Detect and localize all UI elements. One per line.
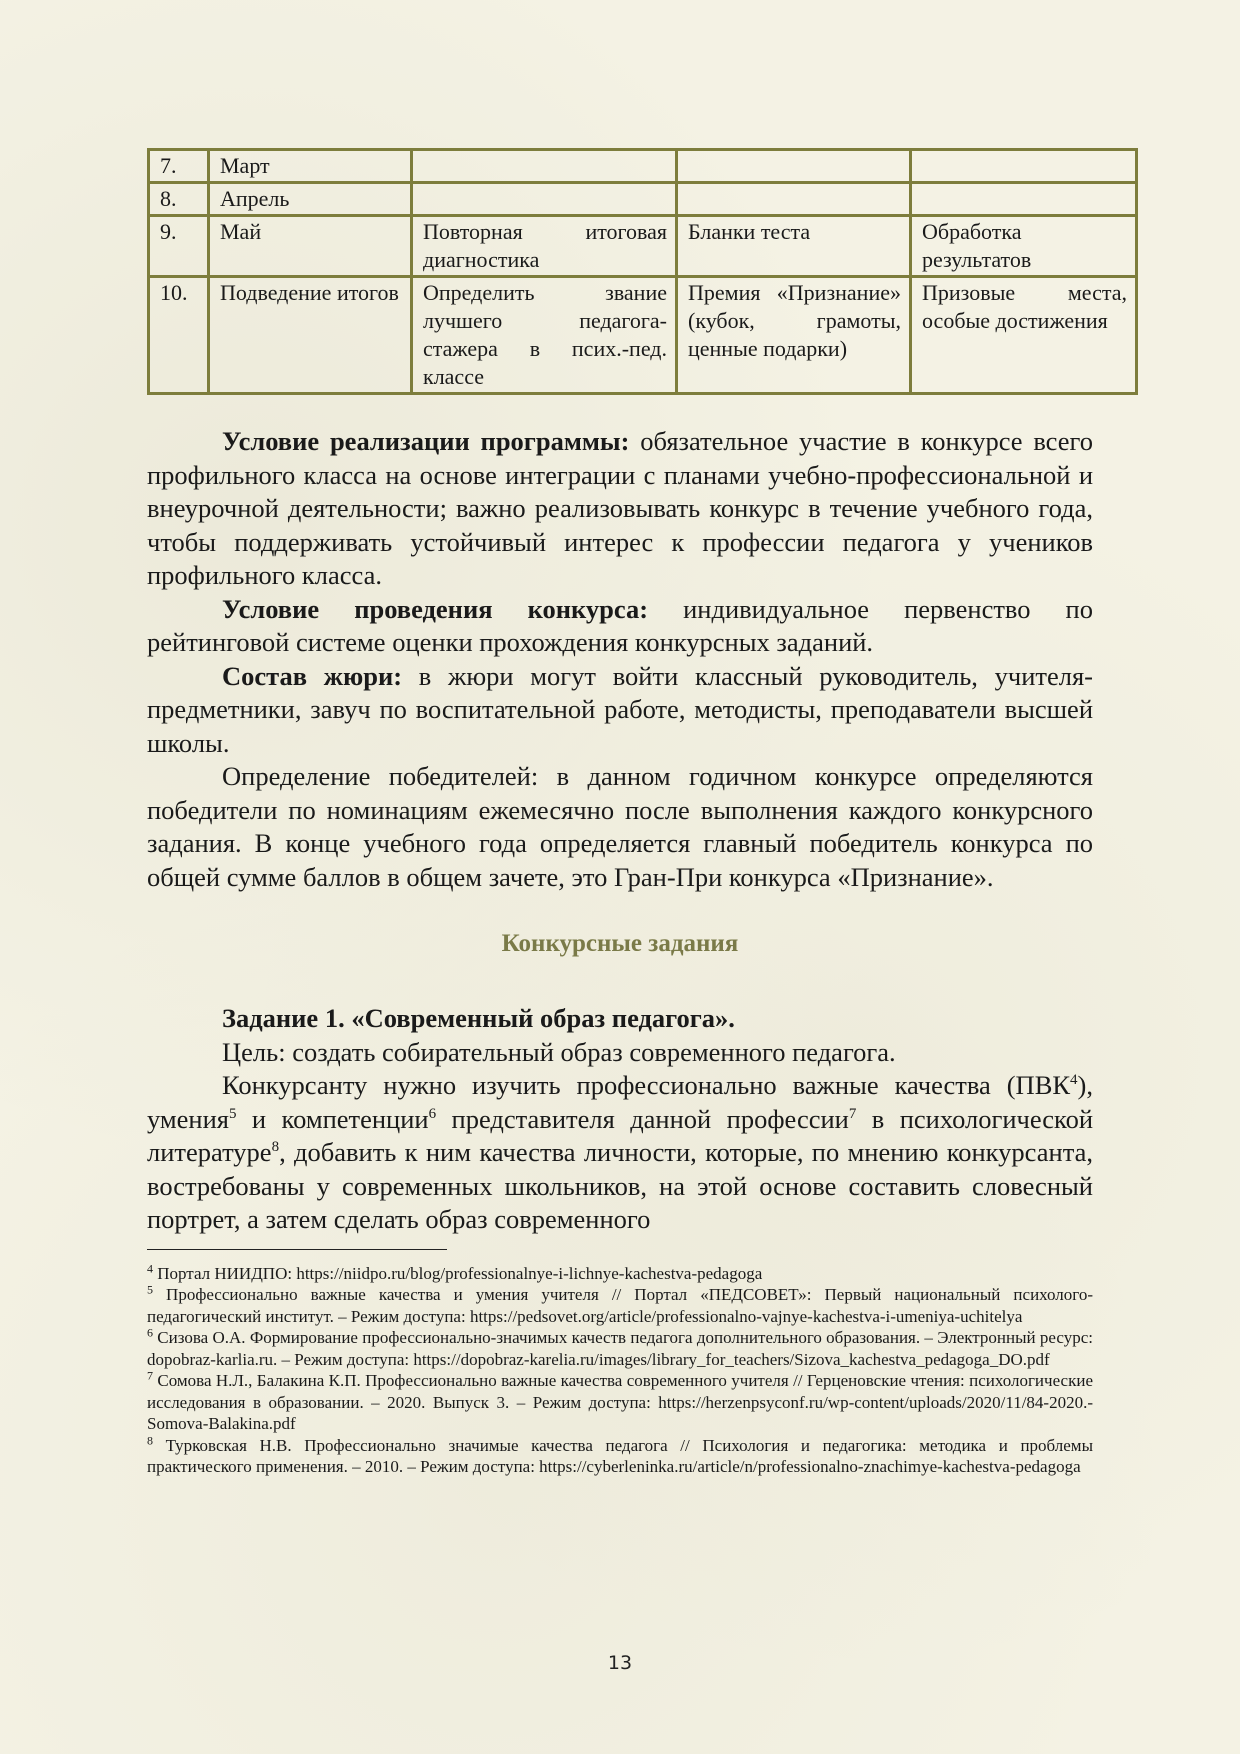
paragraph-heading: Условие проведения конкурса: — [222, 593, 649, 624]
paragraph-heading: Состав жюри: — [222, 660, 403, 691]
task-goal: Цель: создать собирательный образ современного педагога. — [222, 1036, 896, 1067]
table-cell — [677, 183, 911, 216]
table-cell: Бланки теста — [677, 216, 911, 277]
table-cell — [412, 183, 677, 216]
paragraph-text: обязательное участие в конкурсе всего профильного класса на основе интеграции с планами учебно-профессиональной и внеурочной деятельности; важно реализовывать конкурс в течение учебного года, чтобы поддерживать устойчивый интерес к профессии педагога у учеников профильного класса. — [147, 426, 1093, 590]
table-cell — [412, 150, 677, 183]
table-cell — [911, 183, 1137, 216]
footnote-text: Профессионально важные качества и умения учителя // Портал «ПЕДСОВЕТ»: Первый национальный психолого-педагогический институт. – Режим доступа: https://pedsovet.org/article/professionalno-vajnye-kachestva-i-umeniya-uchitelya — [147, 1285, 1093, 1326]
paragraph-text: индивидуальное первенство по рейтинговой системе оценки прохождения конкурсных заданий. — [147, 593, 1093, 657]
table-cell: Апрель — [209, 183, 412, 216]
table-row — [149, 216, 1137, 277]
table-row — [149, 150, 1137, 183]
footnote — [147, 1327, 1093, 1370]
table-cell: Обработка результатов — [911, 216, 1137, 277]
paragraph-jury — [147, 660, 1093, 761]
table-cell: 7. — [149, 150, 209, 183]
footnote-ref[interactable]: 7 — [848, 1105, 857, 1122]
section-title: Конкурсные задания — [501, 930, 739, 957]
paragraph-program-condition — [147, 425, 1093, 593]
footnote-number: 5 — [147, 1282, 153, 1297]
text-run: Конкурсанту нужно изучить профессионально важные качества (ПВК — [222, 1070, 1071, 1100]
table-row — [149, 183, 1137, 216]
table-cell: Май — [209, 216, 412, 277]
table-cell: Март — [209, 150, 412, 183]
page-number: 13 — [607, 1652, 633, 1674]
footnote-ref[interactable]: 4 — [1070, 1072, 1078, 1089]
text-run: ), умения — [147, 1070, 1093, 1134]
footnote-number: 6 — [147, 1325, 153, 1340]
footnote — [147, 1370, 1093, 1435]
footnote-text: Сизова О.А. Формирование профессионально-значимых качеств педагога дополнительного образования. – Электронный ресурс: dopobraz-karlia.ru. – Режим доступа: https://dopobraz-karelia.ru/images/library_for_teachers/Sizova_kachestva_pedagoga_DO.pdf — [147, 1328, 1093, 1369]
footnote-divider — [147, 1249, 447, 1250]
table-cell: Призовые места, особые достижения — [911, 277, 1137, 394]
table-cell: 9. — [149, 216, 209, 277]
table-cell: Повторная итоговая диагностика — [412, 216, 677, 277]
footnote-ref[interactable]: 5 — [228, 1105, 237, 1122]
footnote-number: 7 — [147, 1368, 153, 1383]
text-run: в психологической литературе — [147, 1103, 1093, 1167]
task-description — [147, 1069, 1093, 1237]
table-cell: 8. — [149, 183, 209, 216]
footnote — [147, 1260, 1093, 1285]
table-row — [149, 277, 1137, 394]
footnote — [147, 1284, 1093, 1327]
paragraph-text: в жюри могут войти классный руководитель, учителя-предметники, завуч по воспитательной работе, методисты, преподаватели высшей школы. — [147, 660, 1093, 758]
task-title — [147, 1002, 1093, 1036]
table-cell — [911, 150, 1137, 183]
footnote-ref[interactable]: 8 — [271, 1139, 280, 1156]
footnote-number: 4 — [147, 1260, 153, 1275]
paragraph-winners: Определение победителей: в данном годичном конкурсе определяются победители по номинациям ежемесячно после выполнения каждого конкурсного задания. В конце учебного года определяется главный победитель конкурса по общей сумме баллов в общем зачете, это Гран-При конкурса «Признание». — [147, 761, 1093, 892]
table-cell: Определить звание лучшего педагога-стажера в псих.-пед. классе — [412, 277, 677, 394]
footnote-text: Турковская Н.В. Профессионально значимые качества педагога // Психология и педагогика: методика и проблемы практического применения. – 2010. – Режим доступа: https://cyberleninka.ru/article/n/professionalno-znachimye-kachestva-pedagoga — [147, 1435, 1093, 1476]
table-cell: Подведение итогов — [209, 277, 412, 394]
table-cell: Премия «Признание» (кубок, грамоты, ценные подарки) — [677, 277, 911, 394]
text-run: представителя данной профессии — [436, 1103, 849, 1134]
text-run: , добавить к ним качества личности, которые, по мнению конкурсанта, востребованы у современных школьников, на этой основе составить словесный портрет, а затем сделать образ современного — [147, 1137, 1093, 1234]
footnote-text: Сомова Н.Л., Балакина К.П. Профессионально важные качества современного учителя // Герценовские чтения: психологические исследования в образовании. – 2020. Выпуск 3. – Режим доступа: https://herzenpsyconf.ru/wp-content/uploads/2020/11/84-2020.-Somova-Balakina.pdf — [147, 1371, 1093, 1433]
body-text — [147, 425, 1093, 894]
table-cell: 10. — [149, 277, 209, 394]
footnote-number: 8 — [147, 1432, 153, 1447]
paragraph-heading: Условие реализации программы: — [222, 426, 630, 456]
paragraph-contest-condition — [147, 593, 1093, 660]
text-run: и компетенции — [236, 1103, 429, 1134]
footnote — [147, 1432, 1093, 1478]
schedule-table — [147, 148, 1138, 395]
task-block — [147, 1002, 1093, 1237]
task-title-text: Задание 1. «Современный образ педагога». — [222, 1003, 735, 1033]
footnote-text: Портал НИИДПО: https://niidpo.ru/blog/professionalnye-i-lichnye-kachestva-pedagoga — [153, 1263, 763, 1283]
footnote-ref[interactable]: 6 — [428, 1105, 437, 1122]
table-cell — [677, 150, 911, 183]
footnotes — [147, 1260, 1093, 1478]
document-page — [147, 148, 1127, 1478]
